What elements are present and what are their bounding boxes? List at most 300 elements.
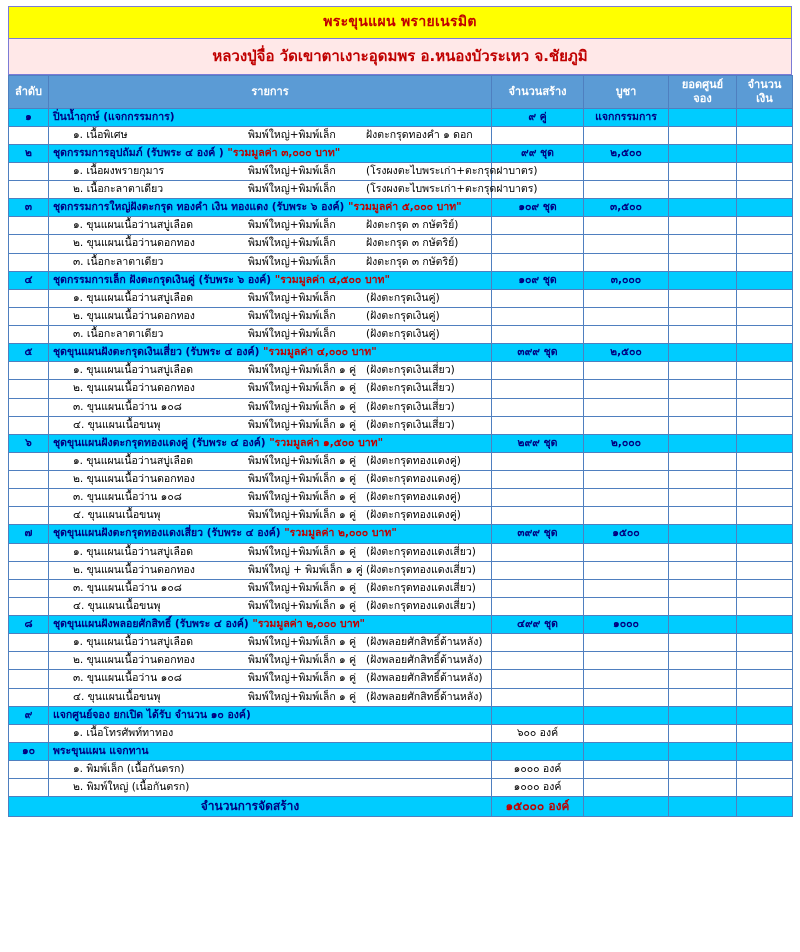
row-amount-cell[interactable] — [737, 616, 793, 634]
sub-item-line — [53, 582, 487, 595]
row-number — [9, 507, 49, 525]
row-item-detail — [49, 688, 492, 706]
row-amount-cell[interactable] — [737, 489, 793, 507]
row-item-detail — [49, 162, 538, 180]
page-title: พระขุนแผน พรายเนรมิต — [8, 6, 792, 39]
sub-item-note: ฝังตะกรุด ๓ กษัตริย์) — [366, 237, 459, 250]
row-qty — [492, 253, 584, 271]
row-price — [584, 579, 669, 597]
sub-item-mold: พิมพ์ใหญ่+พิมพ์เล็ก ๑ คู่ — [248, 581, 357, 594]
sub-item-line — [53, 419, 487, 432]
sub-item-line — [53, 600, 487, 613]
row-qty — [492, 362, 584, 380]
row-price: ๒,๕๐๐ — [584, 344, 669, 362]
row-number — [9, 634, 49, 652]
row-booking-cell[interactable] — [669, 652, 737, 670]
row-item-detail — [49, 126, 492, 144]
sub-item-line — [53, 564, 487, 577]
table-row-sub — [9, 398, 793, 416]
row-booking-cell[interactable] — [669, 326, 737, 344]
row-amount-cell[interactable] — [737, 761, 793, 779]
row-price — [584, 724, 669, 742]
row-booking-cell[interactable] — [669, 199, 737, 217]
table-row-sub — [9, 235, 793, 253]
row-amount-cell[interactable] — [737, 706, 793, 724]
row-booking-cell[interactable] — [669, 634, 737, 652]
row-amount-cell[interactable] — [737, 144, 793, 162]
row-amount-cell[interactable] — [737, 652, 793, 670]
sub-item-line — [53, 455, 487, 468]
row-number: ๑๐ — [9, 742, 49, 760]
sub-item-mold: พิมพ์ใหญ่+พิมพ์เล็ก ๑ คู่ — [248, 654, 357, 667]
table-row-sub — [9, 761, 793, 779]
row-amount-cell[interactable] — [737, 471, 793, 489]
sub-item-name: ๒. ขุนแผนเนื้อว่านดอกทอง — [73, 654, 195, 667]
row-booking-cell[interactable] — [669, 670, 737, 688]
row-amount-cell[interactable] — [737, 561, 793, 579]
row-amount-cell[interactable] — [737, 452, 793, 470]
sub-item-name: ๒. พิมพ์ใหญ่ (เนื้อกันตรก) — [73, 781, 190, 794]
row-item-detail — [49, 597, 492, 615]
row-item-value-note: "รวมมูลค่า ๒,๐๐๐ บาท" — [284, 527, 397, 540]
row-price — [584, 471, 669, 489]
table-row-group — [9, 616, 793, 634]
row-item-detail — [49, 634, 492, 652]
row-booking-cell[interactable] — [669, 688, 737, 706]
table-row-sub — [9, 416, 793, 434]
sub-item-name: ๑. ขุนแผนเนื้อว่านสบู่เลือด — [73, 291, 194, 304]
sub-item-line — [53, 781, 487, 794]
sub-item-mold: พิมพ์ใหญ่+พิมพ์เล็ก ๑ คู่ — [248, 672, 357, 685]
row-price — [584, 217, 669, 235]
sub-item-line — [53, 129, 487, 142]
table-row-sub — [9, 253, 793, 271]
sub-item-name: ๓. เนื้อกะลาตาเดียว — [73, 328, 164, 340]
sub-item-mold: พิมพ์ใหญ่+พิมพ์เล็ก — [248, 291, 336, 304]
row-number: ๕ — [9, 344, 49, 362]
table-row-sub — [9, 561, 793, 579]
row-booking-cell[interactable] — [669, 434, 737, 452]
row-qty — [492, 579, 584, 597]
row-item-value-note: "รวมมูลค่า ๔,๕๐๐ บาท" — [274, 273, 390, 286]
row-price — [584, 307, 669, 325]
row-booking-cell[interactable] — [669, 235, 737, 253]
sub-item-name: ๑. เนื้อโทรศัพท์ทาทอง — [73, 726, 174, 739]
row-price — [584, 489, 669, 507]
row-qty — [492, 489, 584, 507]
row-booking-cell[interactable] — [669, 507, 737, 525]
row-item-label — [49, 144, 492, 162]
sub-item-note: ฝังตะกรุด ๓ กษัตริย์) — [366, 255, 459, 268]
row-price — [584, 452, 669, 470]
sub-item-mold: พิมพ์ใหญ่+พิมพ์เล็ก — [248, 237, 336, 250]
sub-item-mold: พิมพ์ใหญ่ + พิมพ์เล็ก ๑ คู่ — [248, 563, 363, 576]
sub-item-line — [53, 256, 487, 269]
row-price — [584, 670, 669, 688]
sub-item-name: ๑. ขุนแผนเนื้อว่านสบู่เลือด — [73, 364, 194, 377]
table-row-sub — [9, 507, 793, 525]
sub-item-mold: พิมพ์ใหญ่+พิมพ์เล็ก — [248, 128, 336, 141]
row-item-detail — [49, 543, 492, 561]
sub-item-line — [53, 473, 487, 486]
row-item-detail — [49, 579, 492, 597]
row-item-value-note: "รวมมูลค่า ๔,๐๐๐ บาท" — [263, 346, 377, 359]
column-header-item: รายการ — [49, 76, 492, 109]
row-number — [9, 162, 49, 180]
row-item-detail — [49, 652, 492, 670]
row-item-text: ชุดขุนแผนฝังตะกรุดทองแดงคู่ (รับพระ ๔ องค์) — [53, 436, 270, 449]
sub-item-name: ๒. ขุนแผนเนื้อว่านดอกทอง — [73, 473, 195, 485]
row-amount-cell[interactable] — [737, 779, 793, 797]
sub-item-name: ๔. ขุนแผนเนื้อขนพุ — [73, 509, 161, 522]
table-row-sub — [9, 670, 793, 688]
table-footer — [9, 797, 793, 817]
row-qty — [492, 670, 584, 688]
sub-item-line — [53, 164, 538, 178]
column-header-amount: จำนวนเงิน — [737, 76, 793, 109]
row-booking-cell[interactable] — [669, 525, 737, 543]
row-booking-cell[interactable] — [669, 742, 737, 760]
row-item-detail — [49, 326, 492, 344]
row-amount-cell[interactable] — [737, 108, 793, 126]
row-booking-cell[interactable] — [669, 217, 737, 235]
sub-item-name: ๓. ขุนแผนเนื้อว่าน ๑๐๘ — [73, 400, 182, 413]
sub-item-line — [53, 310, 487, 323]
row-amount-cell[interactable] — [737, 126, 793, 144]
row-price — [584, 634, 669, 652]
sub-item-note: (ฝังตะกรุดเงินเสี่ยว) — [366, 418, 455, 431]
row-item-label — [49, 271, 492, 289]
row-booking-cell[interactable] — [669, 108, 737, 126]
row-item-label — [49, 108, 492, 126]
row-amount-cell[interactable] — [737, 670, 793, 688]
page-subtitle: หลวงปู่จื่อ วัดเขาตาเงาะอุดมพร อ.หนองบัวระเหว จ.ชัยภูมิ — [8, 39, 792, 75]
row-qty: ๙๙ ชุด — [492, 144, 584, 162]
table-header — [9, 76, 793, 109]
row-booking-cell[interactable] — [669, 543, 737, 561]
row-qty — [492, 543, 584, 561]
footer-row — [9, 797, 793, 817]
row-booking-cell[interactable] — [669, 344, 737, 362]
row-item-detail — [49, 761, 492, 779]
row-qty: ๑๐๙ ชุด — [492, 199, 584, 217]
row-number — [9, 597, 49, 615]
table-row-sub — [9, 380, 793, 398]
row-booking-cell[interactable] — [669, 597, 737, 615]
row-amount-cell[interactable] — [737, 235, 793, 253]
sub-item-mold: พิมพ์ใหญ่+พิมพ์เล็ก ๑ คู่ — [248, 454, 357, 467]
row-item-detail — [49, 471, 492, 489]
sub-item-note: (ฝังตะกรุดทองแดงคู่) — [366, 454, 461, 467]
sub-item-name: ๓. ขุนแผนเนื้อว่าน ๑๐๘ — [73, 672, 182, 685]
sub-item-name: ๑. พิมพ์เล็ก (เนื้อกันตรก) — [73, 763, 185, 775]
table-row-sub — [9, 543, 793, 561]
row-qty — [492, 634, 584, 652]
row-amount-cell[interactable] — [737, 742, 793, 760]
column-header-no: ลำดับ — [9, 76, 49, 109]
row-price: แจกกรรมการ — [584, 108, 669, 126]
row-qty: ๓๙๙ ชุด — [492, 344, 584, 362]
sub-item-mold: พิมพ์ใหญ่+พิมพ์เล็ก — [248, 219, 336, 232]
sub-item-mold: พิมพ์ใหญ่+พิมพ์เล็ก — [248, 328, 336, 340]
row-booking-cell[interactable] — [669, 416, 737, 434]
sub-item-note: (ฝังตะกรุดทองแดงคู่) — [366, 473, 461, 485]
row-number — [9, 452, 49, 470]
row-number — [9, 126, 49, 144]
table-row-group — [9, 199, 793, 217]
table-body — [9, 108, 793, 797]
row-qty: ๙ คู่ — [492, 108, 584, 126]
row-number — [9, 471, 49, 489]
row-number: ๑ — [9, 108, 49, 126]
row-price — [584, 362, 669, 380]
sub-item-note: (ฝังตะกรุดเงินคู่) — [366, 291, 440, 304]
row-number — [9, 724, 49, 742]
row-number — [9, 688, 49, 706]
row-amount-cell[interactable] — [737, 688, 793, 706]
row-qty: ๑๐๐๐ องค์ — [492, 761, 584, 779]
row-amount-cell[interactable] — [737, 597, 793, 615]
row-item-detail — [49, 724, 492, 742]
row-item-text: ชุดขุนแผนฝังตะกรุดทองแดงเสี่ยว (รับพระ ๔ องค์) — [53, 527, 285, 540]
row-amount-cell[interactable] — [737, 326, 793, 344]
row-price — [584, 253, 669, 271]
footer-label: จำนวนการจัดสร้าง — [9, 797, 492, 817]
table-row-group — [9, 525, 793, 543]
row-qty — [492, 597, 584, 615]
row-booking-cell[interactable] — [669, 761, 737, 779]
row-price — [584, 289, 669, 307]
table-row-sub — [9, 126, 793, 144]
row-price — [584, 235, 669, 253]
row-amount-cell[interactable] — [737, 362, 793, 380]
row-number — [9, 326, 49, 344]
row-item-value-note: "รวมมูลค่า ๑,๕๐๐ บาท" — [269, 436, 384, 449]
row-booking-cell[interactable] — [669, 616, 737, 634]
table-row-sub — [9, 307, 793, 325]
row-booking-cell[interactable] — [669, 271, 737, 289]
row-item-label — [49, 199, 492, 217]
sub-item-note: ฝังตะกรุดทองคำ ๑ ดอก — [366, 128, 473, 141]
row-item-label — [49, 742, 492, 760]
row-amount-cell[interactable] — [737, 307, 793, 325]
table-row-sub — [9, 217, 793, 235]
row-item-label — [49, 706, 492, 724]
row-item-label — [49, 616, 492, 634]
row-number — [9, 761, 49, 779]
row-booking-cell[interactable] — [669, 471, 737, 489]
row-price — [584, 652, 669, 670]
row-amount-cell[interactable] — [737, 344, 793, 362]
row-number: ๗ — [9, 525, 49, 543]
row-price — [584, 688, 669, 706]
row-item-detail — [49, 779, 492, 797]
sub-item-note: (ฝังพลอยศักสิทธิ์ด้านหลัง) — [366, 672, 483, 685]
row-booking-cell[interactable] — [669, 561, 737, 579]
sub-item-name: ๒. ขุนแผนเนื้อว่านดอกทอง — [73, 237, 195, 250]
sub-item-note: (ฝังพลอยศักสิทธิ์ด้านหลัง) — [366, 690, 483, 703]
row-number — [9, 181, 49, 199]
row-number: ๙ — [9, 706, 49, 724]
row-price: ๓,๕๐๐ — [584, 199, 669, 217]
row-booking-cell[interactable] — [669, 706, 737, 724]
row-amount-cell[interactable] — [737, 507, 793, 525]
row-amount-cell[interactable] — [737, 724, 793, 742]
row-item-detail — [49, 181, 538, 199]
row-amount-cell[interactable] — [737, 525, 793, 543]
sub-item-line — [53, 219, 487, 232]
row-booking-cell[interactable] — [669, 144, 737, 162]
row-qty — [492, 235, 584, 253]
row-booking-cell[interactable] — [669, 489, 737, 507]
row-amount-cell[interactable] — [737, 634, 793, 652]
sub-item-mold: พิมพ์ใหญ่+พิมพ์เล็ก ๑ คู่ — [248, 599, 357, 612]
row-price — [584, 326, 669, 344]
row-item-text: พระขุนแผน แจกทาน — [53, 744, 149, 757]
sub-item-note: (ฝังตะกรุดเงินเสี่ยว) — [366, 364, 455, 377]
row-booking-cell[interactable] — [669, 398, 737, 416]
row-item-label — [49, 434, 492, 452]
row-amount-cell[interactable] — [737, 398, 793, 416]
sub-item-line — [53, 382, 487, 395]
sub-item-name: ๓. ขุนแผนเนื้อว่าน ๑๐๘ — [73, 491, 182, 504]
row-item-text: ชุดกรรมการอุปถัมภ์ (รับพระ ๔ องค์ ) — [53, 146, 228, 159]
sub-item-mold: พิมพ์ใหญ่+พิมพ์เล็ก ๑ คู่ — [248, 636, 357, 649]
row-booking-cell[interactable] — [669, 253, 737, 271]
row-booking-cell[interactable] — [669, 380, 737, 398]
row-qty — [492, 126, 584, 144]
sub-item-mold: พิมพ์ใหญ่+พิมพ์เล็ก — [248, 255, 336, 268]
row-booking-cell[interactable] — [669, 289, 737, 307]
sub-item-line — [53, 763, 487, 776]
row-booking-cell[interactable] — [669, 724, 737, 742]
row-price — [584, 779, 669, 797]
row-amount-cell[interactable] — [737, 289, 793, 307]
table-row-group — [9, 344, 793, 362]
table-row-group — [9, 742, 793, 760]
row-number — [9, 289, 49, 307]
row-price — [584, 597, 669, 615]
row-amount-cell[interactable] — [737, 271, 793, 289]
table-row-sub — [9, 326, 793, 344]
sub-item-name: ๑. ขุนแผนเนื้อว่านสบู่เลือด — [73, 545, 194, 558]
sub-item-name: ๒. เนื้อกะลาตาเดียว — [73, 183, 164, 195]
row-qty — [492, 380, 584, 398]
column-header-price: บูชา — [584, 76, 669, 109]
row-price — [584, 706, 669, 724]
row-amount-cell[interactable] — [737, 199, 793, 217]
sub-item-name: ๔. ขุนแผนเนื้อขนพุ — [73, 690, 161, 703]
sub-item-name: ๑. ขุนแผนเนื้อว่านสบู่เลือด — [73, 454, 194, 467]
row-amount-cell[interactable] — [737, 434, 793, 452]
sub-item-line — [53, 654, 487, 667]
table-row-sub — [9, 652, 793, 670]
sub-item-note: (ฝังตะกรุดเงินคู่) — [366, 328, 440, 340]
sub-item-name: ๒. ขุนแผนเนื้อว่านดอกทอง — [73, 309, 195, 322]
row-number: ๖ — [9, 434, 49, 452]
row-booking-cell[interactable] — [669, 579, 737, 597]
row-item-detail — [49, 398, 492, 416]
row-number — [9, 217, 49, 235]
row-amount-cell[interactable] — [737, 380, 793, 398]
row-qty — [492, 652, 584, 670]
row-price — [584, 561, 669, 579]
row-number — [9, 398, 49, 416]
sub-item-note: (ฝังพลอยศักสิทธิ์ด้านหลัง) — [366, 654, 483, 667]
sub-item-line — [53, 546, 487, 559]
row-qty — [492, 688, 584, 706]
row-qty — [492, 561, 584, 579]
row-booking-cell[interactable] — [669, 126, 737, 144]
row-booking-cell[interactable] — [669, 362, 737, 380]
row-amount-cell[interactable] — [737, 162, 793, 180]
row-booking-cell[interactable] — [669, 307, 737, 325]
row-amount-cell[interactable] — [737, 416, 793, 434]
row-number: ๒ — [9, 144, 49, 162]
row-booking-cell[interactable] — [669, 779, 737, 797]
row-amount-cell[interactable] — [737, 543, 793, 561]
row-qty: ๒๙๙ ชุด — [492, 434, 584, 452]
row-price — [584, 742, 669, 760]
row-price — [584, 416, 669, 434]
sub-item-name: ๑. ขุนแผนเนื้อว่านสบู่เลือด — [73, 636, 194, 649]
row-price: ๑๐๐๐ — [584, 616, 669, 634]
sub-item-line — [53, 292, 487, 305]
table-row-group — [9, 144, 793, 162]
sub-item-note: (ฝังตะกรุดเงินคู่) — [366, 309, 440, 322]
table-row-sub — [9, 471, 793, 489]
row-item-detail — [49, 489, 492, 507]
row-amount-cell[interactable] — [737, 181, 793, 199]
row-qty — [492, 742, 584, 760]
row-booking-cell[interactable] — [669, 181, 737, 199]
sub-item-note: (ฝังตะกรุดทองแดงคู่) — [366, 491, 461, 504]
row-booking-cell[interactable] — [669, 162, 737, 180]
row-item-text: ปิ่นน้ำฤกษ์ (แจกกรรมการ) — [53, 110, 175, 123]
row-number — [9, 779, 49, 797]
sub-item-mold: พิมพ์ใหญ่+พิมพ์เล็ก — [248, 309, 336, 322]
row-booking-cell[interactable] — [669, 452, 737, 470]
row-qty — [492, 307, 584, 325]
row-amount-cell[interactable] — [737, 579, 793, 597]
sub-item-note: (โรงผงตะไบพระเก่า+ตะกรุดฝาบาตร) — [366, 183, 538, 195]
row-item-detail — [49, 380, 492, 398]
row-item-label — [49, 525, 492, 543]
row-number — [9, 362, 49, 380]
sub-item-mold: พิมพ์ใหญ่+พิมพ์เล็ก ๑ คู่ — [248, 382, 357, 395]
sub-item-note: (ฝังตะกรุดทองแดงเสี่ยว) — [366, 581, 476, 594]
sub-item-name: ๒. ขุนแผนเนื้อว่านดอกทอง — [73, 563, 195, 576]
footer-price — [584, 797, 669, 817]
row-qty — [492, 398, 584, 416]
row-amount-cell[interactable] — [737, 217, 793, 235]
sub-item-note: (ฝังตะกรุดทองแดงคู่) — [366, 509, 461, 522]
sub-item-name: ๑. ขุนแผนเนื้อว่านสบู่เลือด — [73, 219, 194, 232]
row-number — [9, 561, 49, 579]
row-number — [9, 489, 49, 507]
row-item-label — [49, 344, 492, 362]
row-number — [9, 307, 49, 325]
row-item-detail — [49, 362, 492, 380]
sub-item-mold: พิมพ์ใหญ่+พิมพ์เล็ก ๑ คู่ — [248, 473, 357, 485]
table-row-sub — [9, 724, 793, 742]
sub-item-note: (โรงผงตะไบพระเก่า+ตะกรุดฝาบาตร) — [366, 164, 538, 177]
table-row-sub — [9, 289, 793, 307]
sub-item-note: (ฝังตะกรุดทองแดงเสี่ยว) — [366, 563, 476, 576]
row-qty — [492, 452, 584, 470]
sub-item-note: (ฝังตะกรุดเงินเสี่ยว) — [366, 400, 455, 413]
row-amount-cell[interactable] — [737, 253, 793, 271]
